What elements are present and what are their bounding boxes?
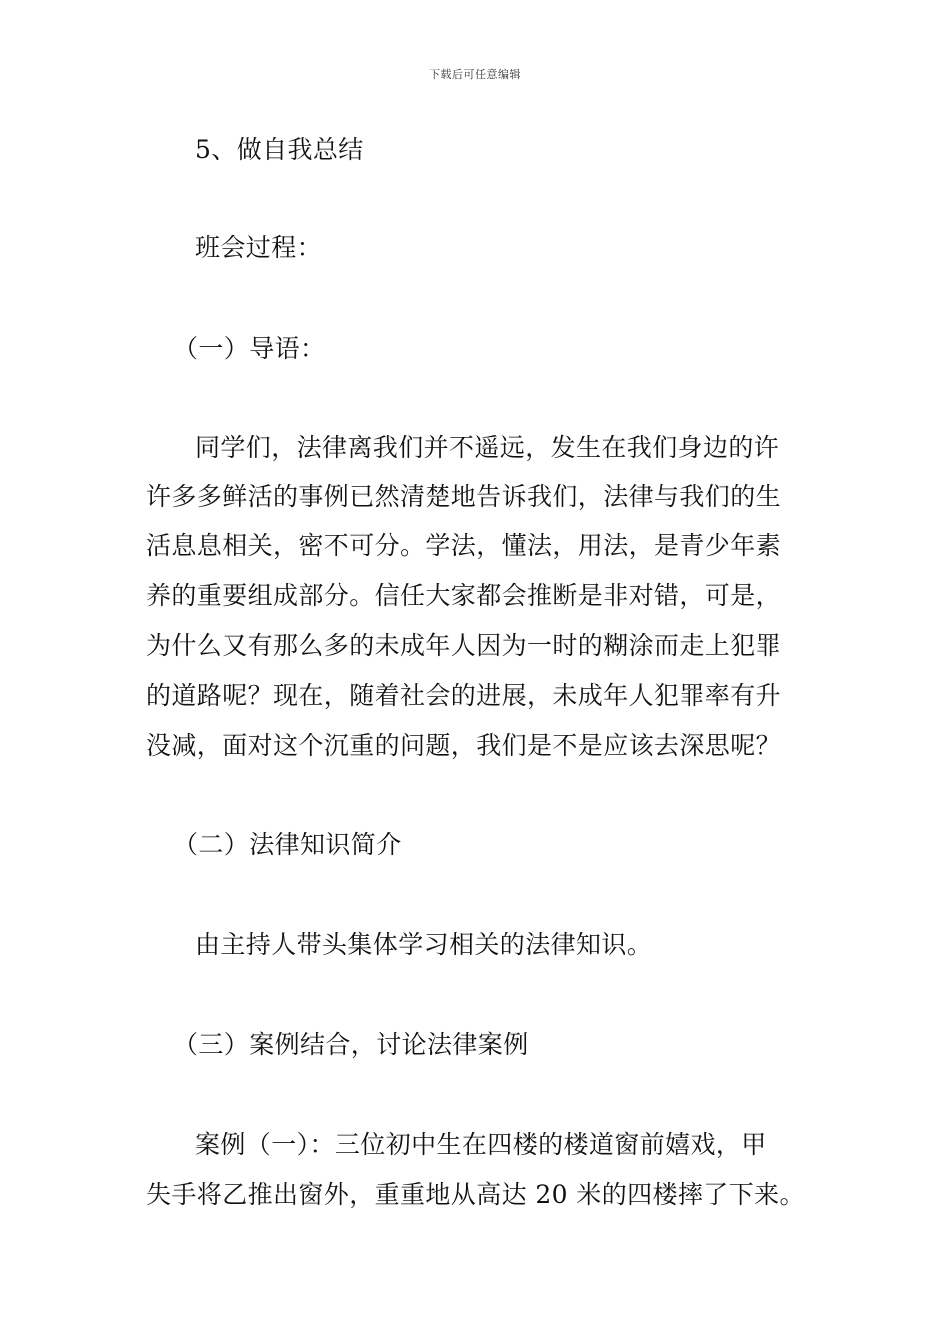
paragraph-line: 没减，面对这个沉重的问题，我们是不是应该去深思呢？ [146,731,782,760]
section-3-heading: （三）案例结合，讨论法律案例 [173,1030,529,1059]
section-2-text: 由主持人带头集体学习相关的法律知识。 [195,930,653,959]
paragraph-line: 为什么又有那么多的未成年人因为一时的糊涂而走上犯罪 [146,631,782,660]
paragraph-line: 许多多鲜活的事例已然清楚地告诉我们，法律与我们的生 [146,482,782,511]
case-line: 失手将乙推出窗外，重重地从高达 20 米的四楼摔了下来。 [146,1180,805,1209]
paragraph-line: 活息息相关，密不可分。学法，懂法，用法，是青少年素 [146,531,782,560]
paragraph-line: 的道路呢？现在，随着社会的进展，未成年人犯罪率有升 [146,681,782,710]
paragraph-line: 养的重要组成部分。信任大家都会推断是非对错，可是， [146,581,782,610]
paragraph-line: 同学们，法律离我们并不遥远，发生在我们身边的许 [195,433,780,462]
item-5-summary: 5、做自我总结 [195,135,364,164]
section-2-heading: （二）法律知识简介 [173,830,402,859]
page-header-note: 下载后可任意编辑 [429,68,521,81]
process-heading: 班会过程： [195,233,323,262]
section-1-heading: （一）导语： [173,334,326,363]
case-line: 案例（一）：三位初中生在四楼的楼道窗前嬉戏，甲 [195,1130,767,1159]
